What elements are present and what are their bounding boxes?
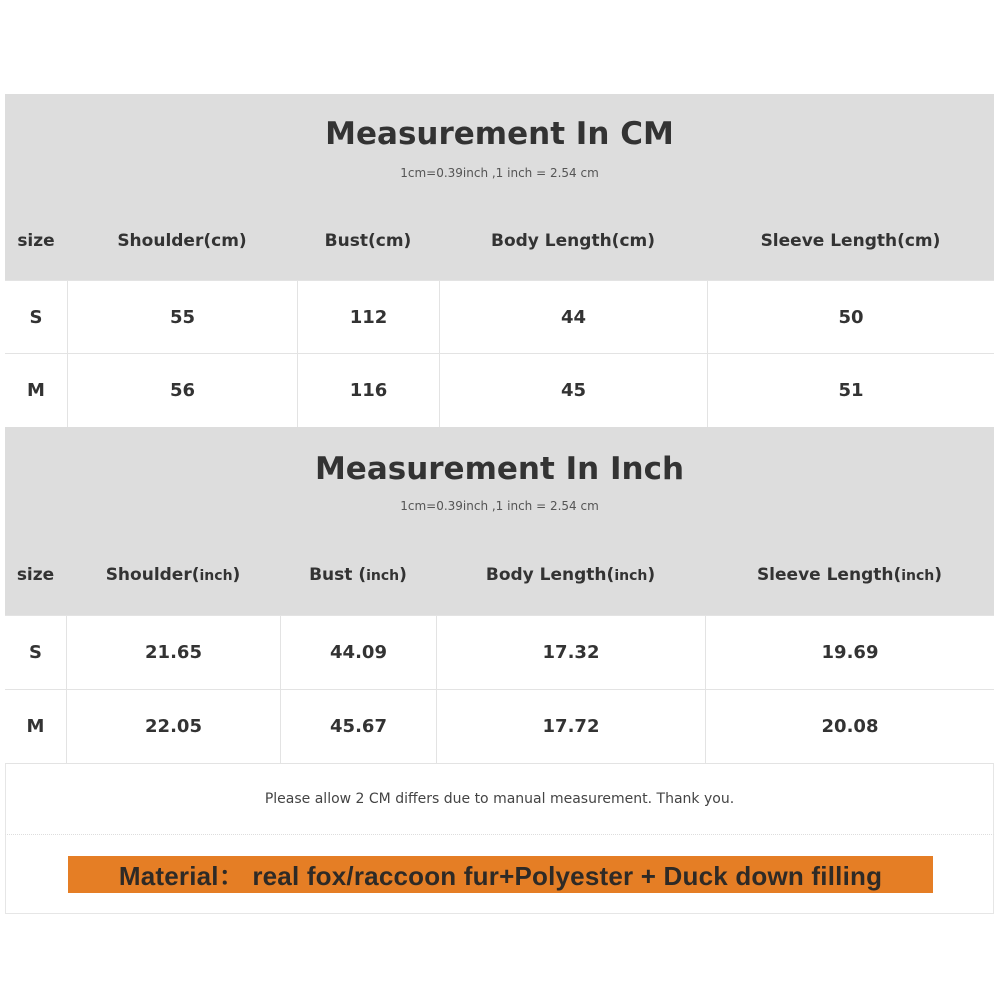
size-cell: S <box>29 642 42 663</box>
size-cell: M <box>26 716 45 737</box>
table-row <box>5 353 994 427</box>
size-chart <box>5 94 994 914</box>
cm-column-headers <box>5 231 994 251</box>
inch-table-title: Measurement In Inch <box>314 451 685 487</box>
table-row <box>5 280 994 353</box>
col-header-sleeve-length: Sleeve Length(inch) <box>756 565 943 585</box>
sleeve-length-cell: 20.08 <box>705 690 994 763</box>
col-header-shoulder: Shoulder(inch) <box>105 565 241 585</box>
col-header-body-length: Body Length(cm) <box>491 231 655 251</box>
inch-table-subtitle: 1cm=0.39inch ,1 inch = 2.54 cm <box>400 499 599 513</box>
col-header-size: size <box>17 231 55 251</box>
inch-column-headers <box>5 565 994 585</box>
size-cell: M <box>27 380 45 401</box>
bust-cell: 116 <box>297 354 439 427</box>
material-label: Material： real fox/raccoon fur+Polyester + Duck down filling <box>68 856 933 893</box>
body-length-cell: 45 <box>439 354 707 427</box>
shoulder-cell: 22.05 <box>66 690 280 763</box>
cm-table-header <box>5 94 994 280</box>
col-header-size: size <box>16 565 55 585</box>
sleeve-length-cell: 51 <box>707 354 994 427</box>
cm-table-title: Measurement In CM <box>325 116 674 152</box>
bust-cell: 112 <box>297 281 439 353</box>
inch-table-header <box>5 427 994 615</box>
shoulder-cell: 55 <box>67 281 297 353</box>
table-row <box>5 615 994 689</box>
size-cell: S <box>29 306 43 328</box>
sleeve-length-cell: 50 <box>707 281 994 353</box>
shoulder-cell: 56 <box>67 354 297 427</box>
bust-cell: 44.09 <box>280 616 436 689</box>
body-length-cell: 17.32 <box>436 616 705 689</box>
col-header-shoulder: Shoulder(cm) <box>117 231 247 251</box>
col-header-body-length: Body Length(inch) <box>485 565 656 585</box>
body-length-cell: 44 <box>439 281 707 353</box>
col-header-bust: Bust(cm) <box>324 231 412 251</box>
table-row <box>5 689 994 763</box>
col-header-sleeve-length: Sleeve Length(cm) <box>760 231 941 251</box>
body-length-cell: 17.72 <box>436 690 705 763</box>
col-header-bust: Bust (inch) <box>309 565 407 585</box>
measurement-note <box>5 763 994 834</box>
measurement-note-text: Please allow 2 CM differs due to manual measurement. Thank you. <box>264 791 735 807</box>
sleeve-length-cell: 19.69 <box>705 616 994 689</box>
cm-table-subtitle: 1cm=0.39inch ,1 inch = 2.54 cm <box>400 166 599 180</box>
material-section <box>5 834 994 914</box>
bust-cell: 45.67 <box>280 690 436 763</box>
shoulder-cell: 21.65 <box>66 616 280 689</box>
